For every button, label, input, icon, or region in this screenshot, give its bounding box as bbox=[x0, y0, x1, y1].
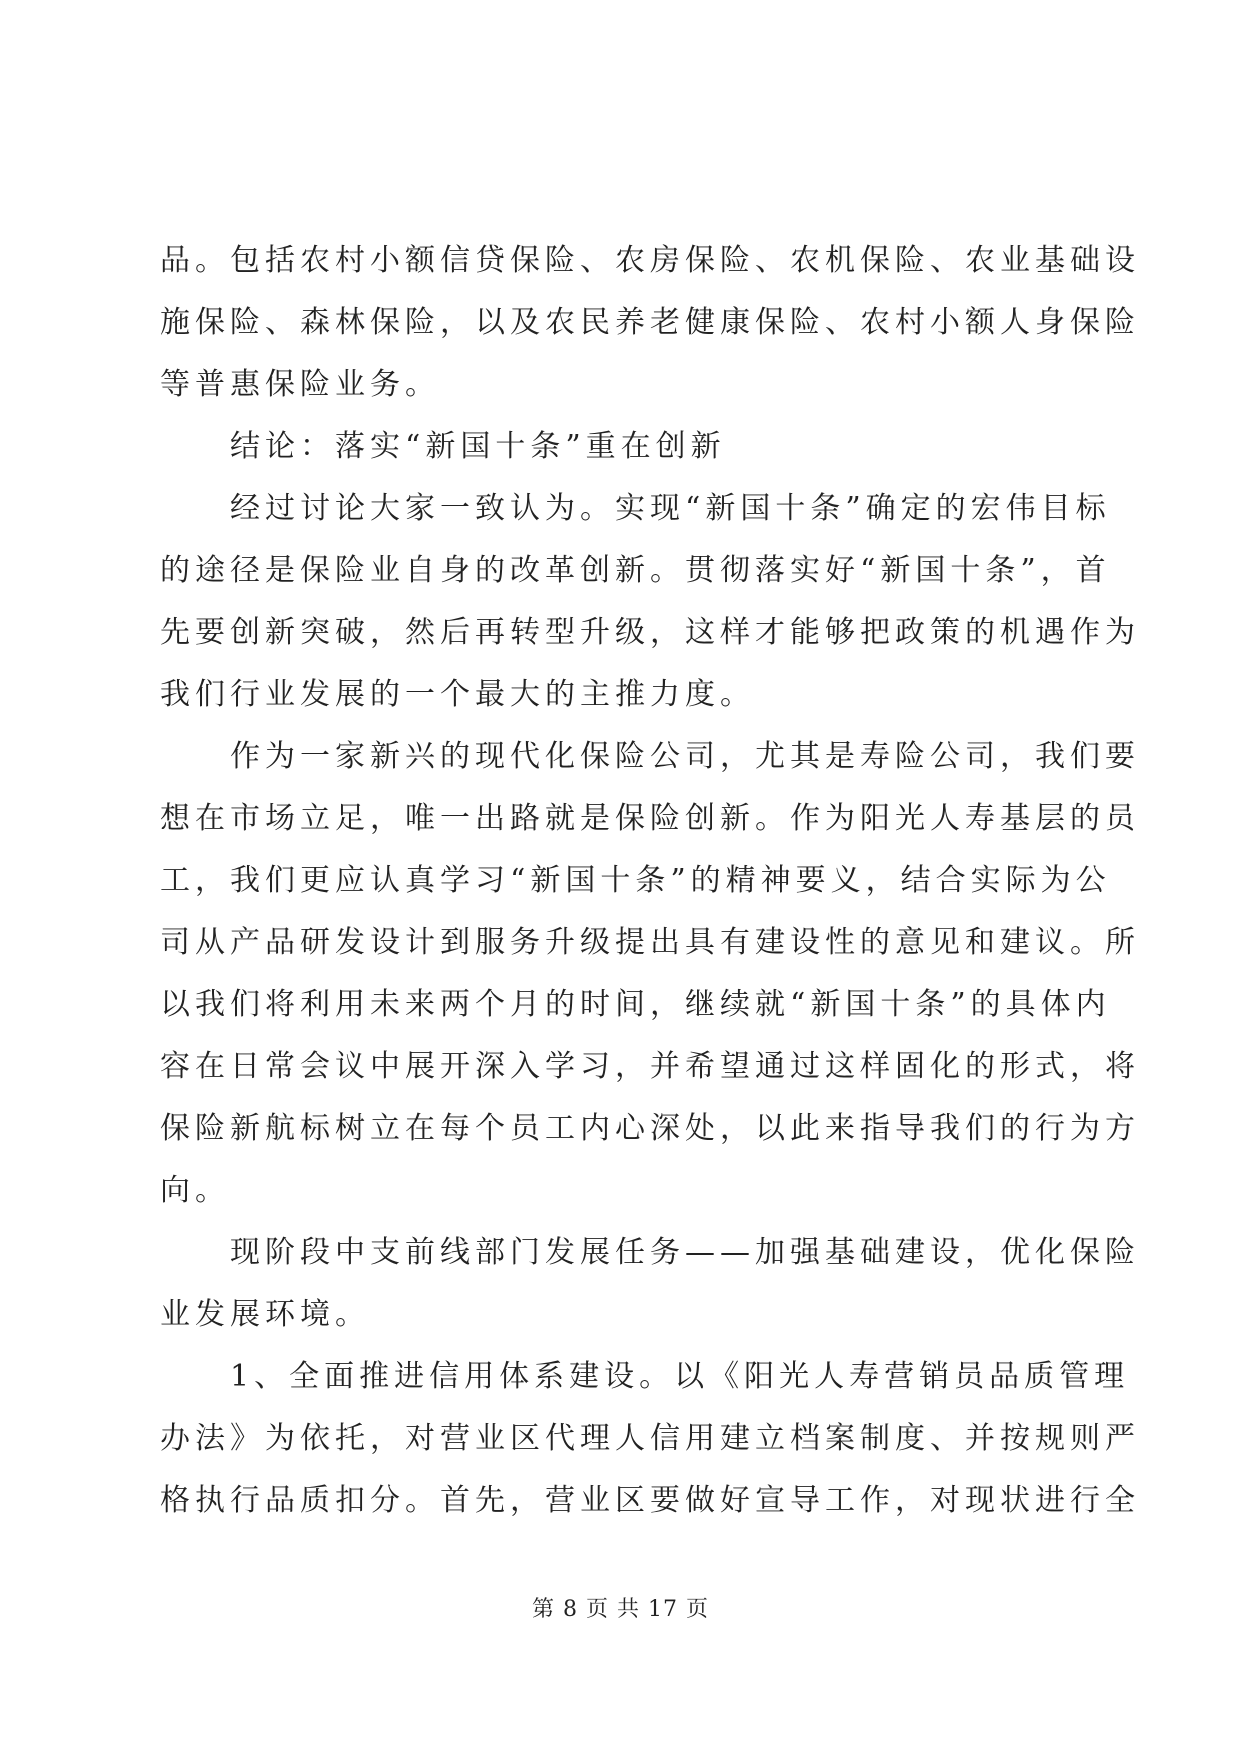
text-line: 司从产品研发设计到服务升级提出具有建设性的意见和建议。所 bbox=[160, 925, 1140, 960]
text-line: 想在市场立足，唯一出路就是保险创新。作为阳光人寿基层的员 bbox=[160, 801, 1140, 836]
text-line: 经过讨论大家一致认为。实现“新国十条”确定的宏伟目标 bbox=[230, 491, 1111, 526]
text-line: 作为一家新兴的现代化保险公司，尤其是寿险公司，我们要 bbox=[230, 739, 1140, 774]
text-line: 1、全面推进信用体系建设。以《阳光人寿营销员品质管理 bbox=[230, 1359, 1130, 1394]
page-number: 第 8 页 共 17 页 bbox=[532, 1597, 709, 1622]
text-line: 向。 bbox=[160, 1173, 230, 1208]
text-line: 业发展环境。 bbox=[160, 1297, 370, 1332]
text-line: 格执行品质扣分。首先，营业区要做好宣导工作，对现状进行全 bbox=[160, 1483, 1140, 1518]
text-line: 品。包括农村小额信贷保险、农房保险、农机保险、农业基础设 bbox=[160, 243, 1140, 278]
text-line: 办法》为依托，对营业区代理人信用建立档案制度、并按规则严 bbox=[160, 1421, 1140, 1456]
text-line: 先要创新突破，然后再转型升级，这样才能够把政策的机遇作为 bbox=[160, 615, 1140, 650]
text-line: 现阶段中支前线部门发展任务——加强基础建设，优化保险 bbox=[230, 1235, 1140, 1270]
text-line: 等普惠保险业务。 bbox=[160, 367, 440, 402]
text-line: 保险新航标树立在每个员工内心深处，以此来指导我们的行为方 bbox=[160, 1111, 1140, 1146]
text-line: 我们行业发展的一个最大的主推力度。 bbox=[160, 677, 755, 712]
text-line: 的途径是保险业自身的改革创新。贯彻落实好“新国十条”，首 bbox=[160, 553, 1111, 588]
text-line: 以我们将利用未来两个月的时间，继续就“新国十条”的具体内 bbox=[160, 987, 1111, 1022]
text-line: 施保险、森林保险，以及农民养老健康保险、农村小额人身保险 bbox=[160, 305, 1140, 340]
section-heading: 结论：落实“新国十条”重在创新 bbox=[230, 429, 726, 464]
text-line: 容在日常会议中展开深入学习，并希望通过这样固化的形式，将 bbox=[160, 1049, 1140, 1084]
document-body bbox=[160, 230, 1140, 1532]
text-line: 工，我们更应认真学习“新国十条”的精神要义，结合实际为公 bbox=[160, 863, 1111, 898]
